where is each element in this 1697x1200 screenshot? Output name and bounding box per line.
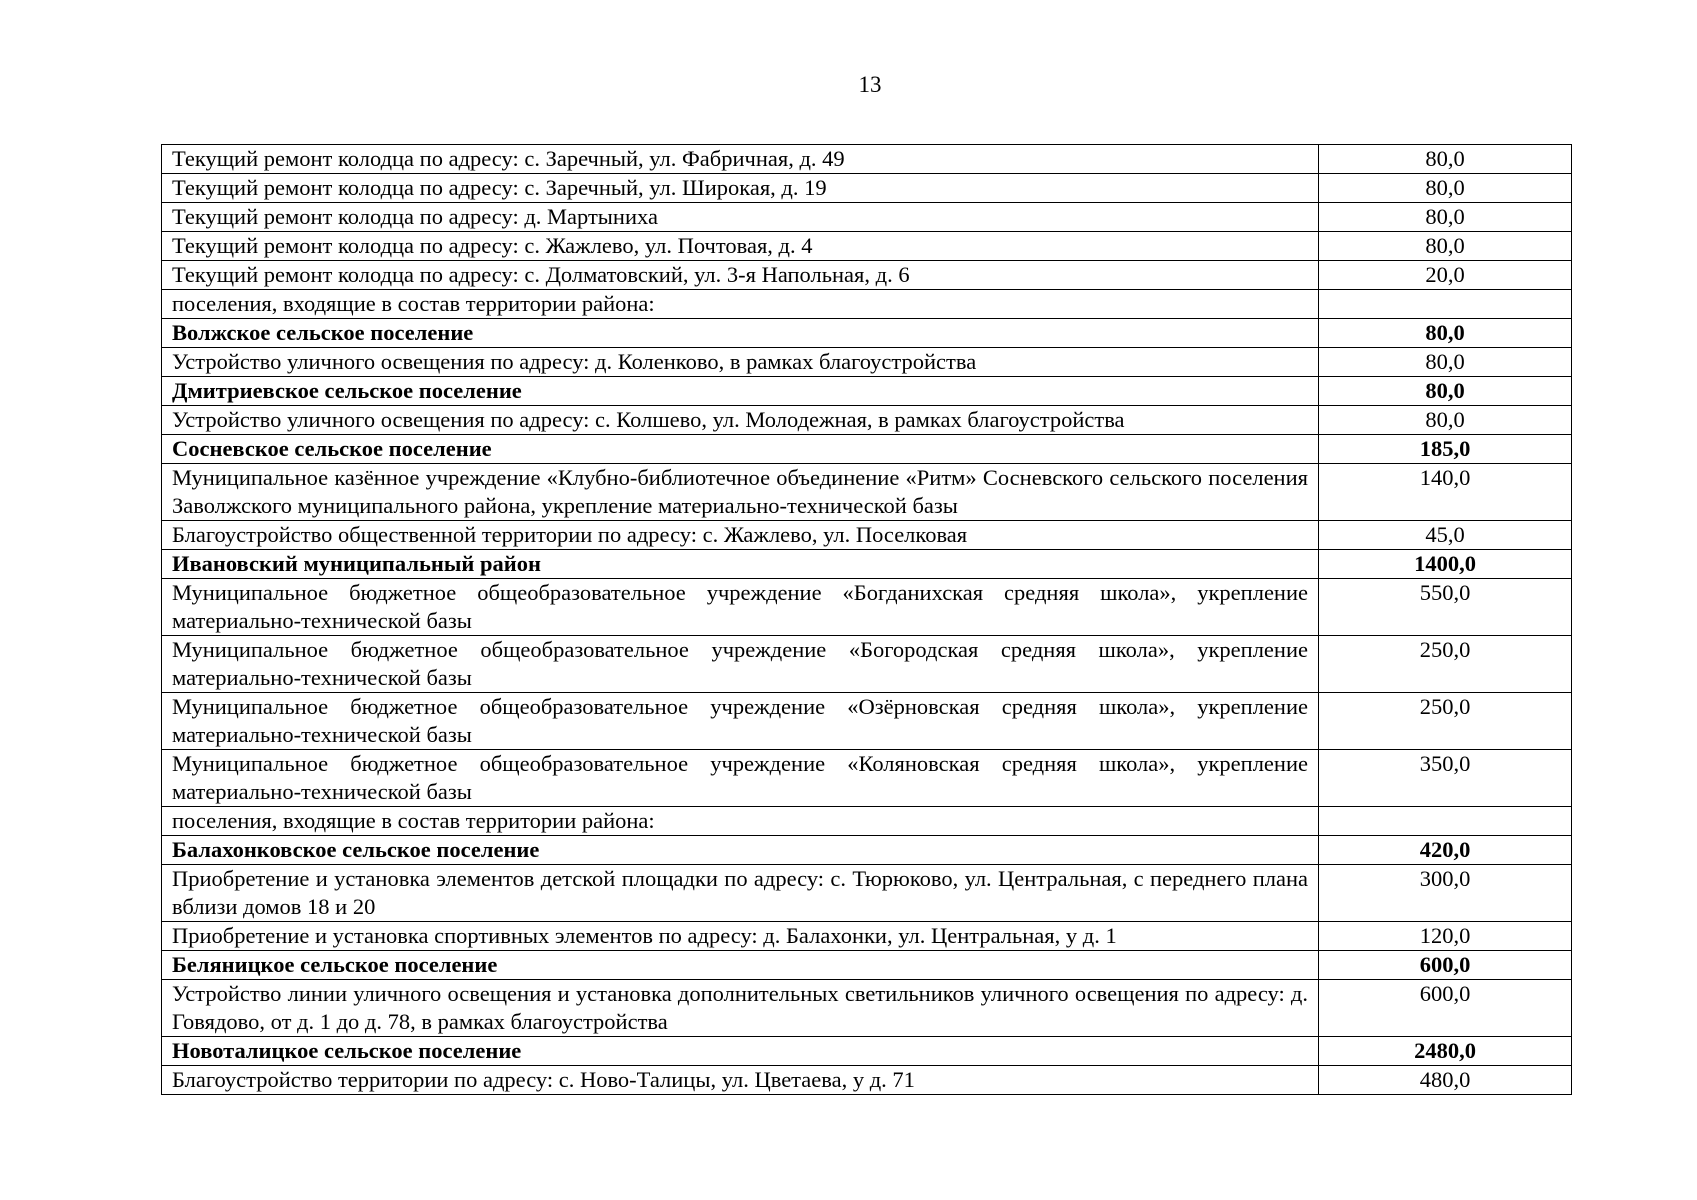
table-row (162, 693, 1572, 750)
table-row (162, 203, 1572, 232)
page-number: 13 (858, 72, 882, 97)
row-description: поселения, входящие в состав территории района: (162, 807, 1319, 836)
row-amount: 2480,0 (1319, 1037, 1572, 1066)
row-amount: 80,0 (1319, 406, 1572, 435)
row-amount: 80,0 (1319, 174, 1572, 203)
row-amount: 420,0 (1319, 836, 1572, 865)
row-amount: 250,0 (1319, 636, 1572, 693)
row-description: Муниципальное бюджетное общеобразовательное учреждение «Богданихская средняя школа», укрепление материально-технической базы (162, 579, 1319, 636)
row-amount: 550,0 (1319, 579, 1572, 636)
row-amount: 45,0 (1319, 521, 1572, 550)
row-description: Новоталицкое сельское поселение (162, 1037, 1319, 1066)
row-description: Устройство уличного освещения по адресу: с. Колшево, ул. Молодежная, в рамках благоустройства (162, 406, 1319, 435)
row-description: Устройство уличного освещения по адресу: д. Коленково, в рамках благоустройства (162, 348, 1319, 377)
table-row (162, 290, 1572, 319)
table-body (162, 145, 1572, 1095)
row-amount: 120,0 (1319, 922, 1572, 951)
row-amount: 80,0 (1319, 145, 1572, 174)
row-description: Приобретение и установка спортивных элементов по адресу: д. Балахонки, ул. Центральная, у д. 1 (162, 922, 1319, 951)
row-amount: 140,0 (1319, 464, 1572, 521)
row-amount: 80,0 (1319, 377, 1572, 406)
table-row (162, 261, 1572, 290)
row-amount: 80,0 (1319, 232, 1572, 261)
row-description: Приобретение и установка элементов детской площадки по адресу: с. Тюрюково, ул. Центральная, с переднего плана вблизи домов 18 и 20 (162, 865, 1319, 922)
row-description: Устройство линии уличного освещения и установка дополнительных светильников уличного освещения по адресу: д. Говядово, от д. 1 до д. 78, в рамках благоустройства (162, 980, 1319, 1037)
row-amount: 350,0 (1319, 750, 1572, 807)
row-description: Балахонковское сельское поселение (162, 836, 1319, 865)
row-amount: 80,0 (1319, 203, 1572, 232)
row-description: Муниципальное бюджетное общеобразовательное учреждение «Озёрновская средняя школа», укрепление материально-технической базы (162, 693, 1319, 750)
table-row (162, 636, 1572, 693)
row-description: Муниципальное бюджетное общеобразовательное учреждение «Богородская средняя школа», укрепление материально-технической базы (162, 636, 1319, 693)
row-description: Дмитриевское сельское поселение (162, 377, 1319, 406)
table-row-section (162, 319, 1572, 348)
table-row (162, 922, 1572, 951)
row-description: поселения, входящие в состав территории района: (162, 290, 1319, 319)
table-row (162, 865, 1572, 922)
table-row (162, 348, 1572, 377)
row-description: Муниципальное казённое учреждение «Клубно-библиотечное объединение «Ритм» Сосневского сельского поселения Заволжского муниципального района, укрепление материально-технической базы (162, 464, 1319, 521)
row-amount: 80,0 (1319, 319, 1572, 348)
table-row (162, 406, 1572, 435)
row-description: Волжское сельское поселение (162, 319, 1319, 348)
table-row (162, 464, 1572, 521)
row-amount: 480,0 (1319, 1066, 1572, 1095)
row-description: Текущий ремонт колодца по адресу: д. Мартыниха (162, 203, 1319, 232)
row-amount (1319, 290, 1572, 319)
table-row-section (162, 377, 1572, 406)
table-row (162, 750, 1572, 807)
row-amount: 1400,0 (1319, 550, 1572, 579)
table-row (162, 980, 1572, 1037)
table-row (162, 807, 1572, 836)
row-amount: 80,0 (1319, 348, 1572, 377)
table-row (162, 232, 1572, 261)
row-description: Беляницкое сельское поселение (162, 951, 1319, 980)
row-amount: 300,0 (1319, 865, 1572, 922)
table-row (162, 579, 1572, 636)
budget-table (161, 144, 1572, 1095)
table-row-section (162, 951, 1572, 980)
row-amount: 600,0 (1319, 951, 1572, 980)
row-description: Сосневское сельское поселение (162, 435, 1319, 464)
table-row-section (162, 1037, 1572, 1066)
row-amount (1319, 807, 1572, 836)
row-amount: 250,0 (1319, 693, 1572, 750)
row-description: Текущий ремонт колодца по адресу: с. Заречный, ул. Широкая, д. 19 (162, 174, 1319, 203)
row-description: Муниципальное бюджетное общеобразовательное учреждение «Коляновская средняя школа», укрепление материально-технической базы (162, 750, 1319, 807)
table-row-section (162, 435, 1572, 464)
row-description: Текущий ремонт колодца по адресу: с. Долматовский, ул. 3-я Напольная, д. 6 (162, 261, 1319, 290)
row-description: Текущий ремонт колодца по адресу: с. Жажлево, ул. Почтовая, д. 4 (162, 232, 1319, 261)
table-row (162, 145, 1572, 174)
table-row-section (162, 836, 1572, 865)
row-description: Благоустройство территории по адресу: с. Ново-Талицы, ул. Цветаева, у д. 71 (162, 1066, 1319, 1095)
table-row (162, 1066, 1572, 1095)
row-amount: 185,0 (1319, 435, 1572, 464)
row-amount: 600,0 (1319, 980, 1572, 1037)
row-description: Текущий ремонт колодца по адресу: с. Заречный, ул. Фабричная, д. 49 (162, 145, 1319, 174)
table-row-section (162, 550, 1572, 579)
table-row (162, 174, 1572, 203)
table-row (162, 521, 1572, 550)
row-description: Благоустройство общественной территории по адресу: с. Жажлево, ул. Поселковая (162, 521, 1319, 550)
row-description: Ивановский муниципальный район (162, 550, 1319, 579)
row-amount: 20,0 (1319, 261, 1572, 290)
